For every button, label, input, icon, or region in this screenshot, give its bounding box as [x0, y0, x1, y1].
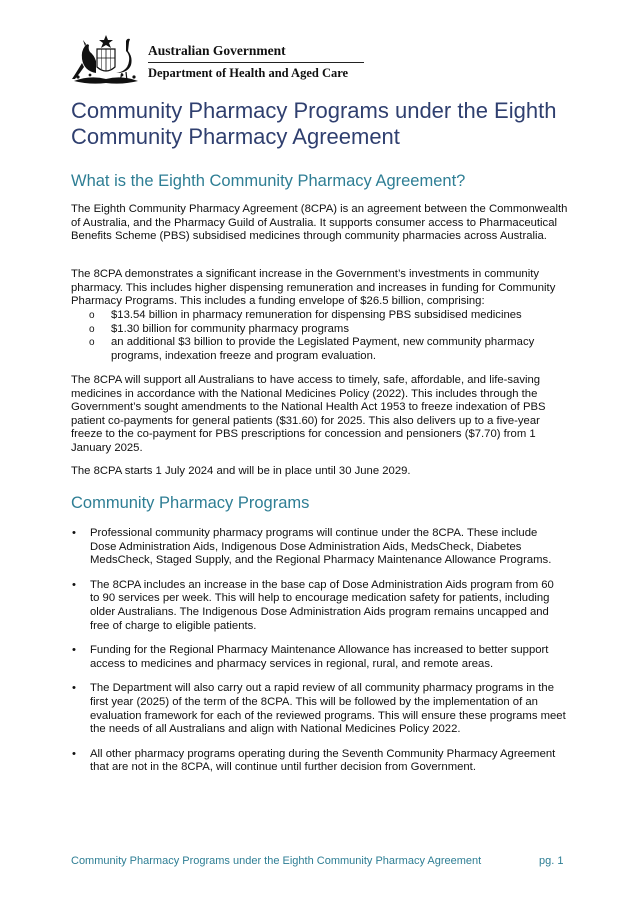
list-item-text: $1.30 billion for community pharmacy programs — [111, 322, 349, 335]
bullet-marker: • — [72, 644, 76, 657]
government-name: Australian Government — [148, 43, 286, 58]
paragraph-dates: The 8CPA starts 1 July 2024 and will be in place until 30 June 2029. — [71, 465, 411, 477]
list-item — [71, 527, 566, 568]
programs-list — [71, 527, 566, 786]
list-item-text: Funding for the Regional Pharmacy Maintenance Allowance has increased to better support access to medicines and pharmacy services in regional, rural, and remote areas. — [90, 644, 549, 670]
section-heading-8cpa: What is the Eighth Community Pharmacy Agreement? — [71, 172, 466, 190]
document-title: Community Pharmacy Programs under the Eighth Community Pharmacy Agreement — [71, 98, 557, 149]
list-item — [71, 748, 566, 775]
list-item — [71, 336, 571, 363]
bullet-marker: • — [72, 747, 76, 760]
list-item-text: All other pharmacy programs operating during the Seventh Community Pharmacy Agreement that are not in the 8CPA, will continue until further decision from Government. — [90, 747, 556, 774]
list-item — [71, 682, 566, 736]
bullet-marker: • — [72, 682, 76, 695]
department-name: Department of Health and Aged Care — [148, 66, 349, 80]
list-item-text: The 8CPA includes an increase in the base cap of Dose Administration Aids program from 60 to 90 services per week. This will help to encourage medication safety for patients, including older Australians. The Indigenous Dose Administration Aids program remains uncapped and free of charge to eligible patients. — [90, 578, 554, 632]
bullet-marker: • — [72, 527, 76, 539]
list-item-text: The Department will also carry out a rapid review of all community pharmacy programs in the first year (2025) of the term of the 8CPA. This will be followed by the implementation of an evaluation framework for each of the reviewed programs. This will ensure these programs meet the needs of all Australians and align with National Medicines Policy 2022. — [90, 682, 566, 736]
section-heading-programs: Community Pharmacy Programs — [71, 494, 310, 512]
list-item — [71, 644, 566, 671]
paragraph-intro: The Eighth Community Pharmacy Agreement (8CPA) is an agreement between the Commonwealth of Australia, and the Pharmacy Guild of Australia. It supports consumer access to Pharmaceutical Benefits Scheme (PBS) subsidised medicines through community pharmacies across Australia. — [71, 203, 568, 243]
paragraph-funding: The 8CPA demonstrates a significant increase in the Government’s investments in community pharmacy. This includes higher dispensing remuneration and increases in funding for Community Pharmacy Programs. This includes a funding envelope of $26.5 billion, comprising: — [71, 268, 556, 308]
bullet-marker: • — [72, 578, 76, 591]
list-item-text: Professional community pharmacy programs will continue under the 8CPA. These include Dose Administration Aids, Indigenous Dose Administration Aids, MedsCheck, Diabetes MedsCheck, Staged Supply, and the Regional Pharmacy Maintenance Allowance Programs. — [90, 527, 552, 567]
list-marker: o — [89, 337, 95, 349]
paragraph-access: The 8CPA will support all Australians to have access to timely, safe, affordable, and life-saving medicines in accordance with the National Medicines Policy (2022). This includes through the Government’s sought amendments to the National Health Act 1953 to freeze indexation of PBS patient co-payments for general patients ($31.60) for 2025. This also delivers up to a five-year freeze to the co-payment for PBS prescriptions for concession and pensioners ($7.70) from 1 January 2025. — [71, 374, 546, 454]
coat-of-arms-icon — [70, 33, 142, 85]
footer-title: Community Pharmacy Programs under the Eighth Community Pharmacy Agreement — [71, 855, 482, 867]
funding-list — [71, 309, 571, 363]
list-item — [71, 579, 566, 633]
header-divider — [148, 62, 364, 63]
list-item-text: $13.54 billion in pharmacy remuneration for dispensing PBS subsidised medicines — [111, 309, 522, 321]
list-item-text: an additional $3 billion to provide the Legislated Payment, new community pharmacy programs, indexation freeze and program evaluation. — [111, 336, 535, 362]
government-logo — [70, 33, 370, 88]
list-item — [71, 309, 571, 323]
list-marker: o — [89, 323, 95, 335]
list-marker: o — [89, 310, 95, 321]
page-number: pg. 1 — [539, 855, 564, 867]
list-item — [71, 323, 571, 337]
